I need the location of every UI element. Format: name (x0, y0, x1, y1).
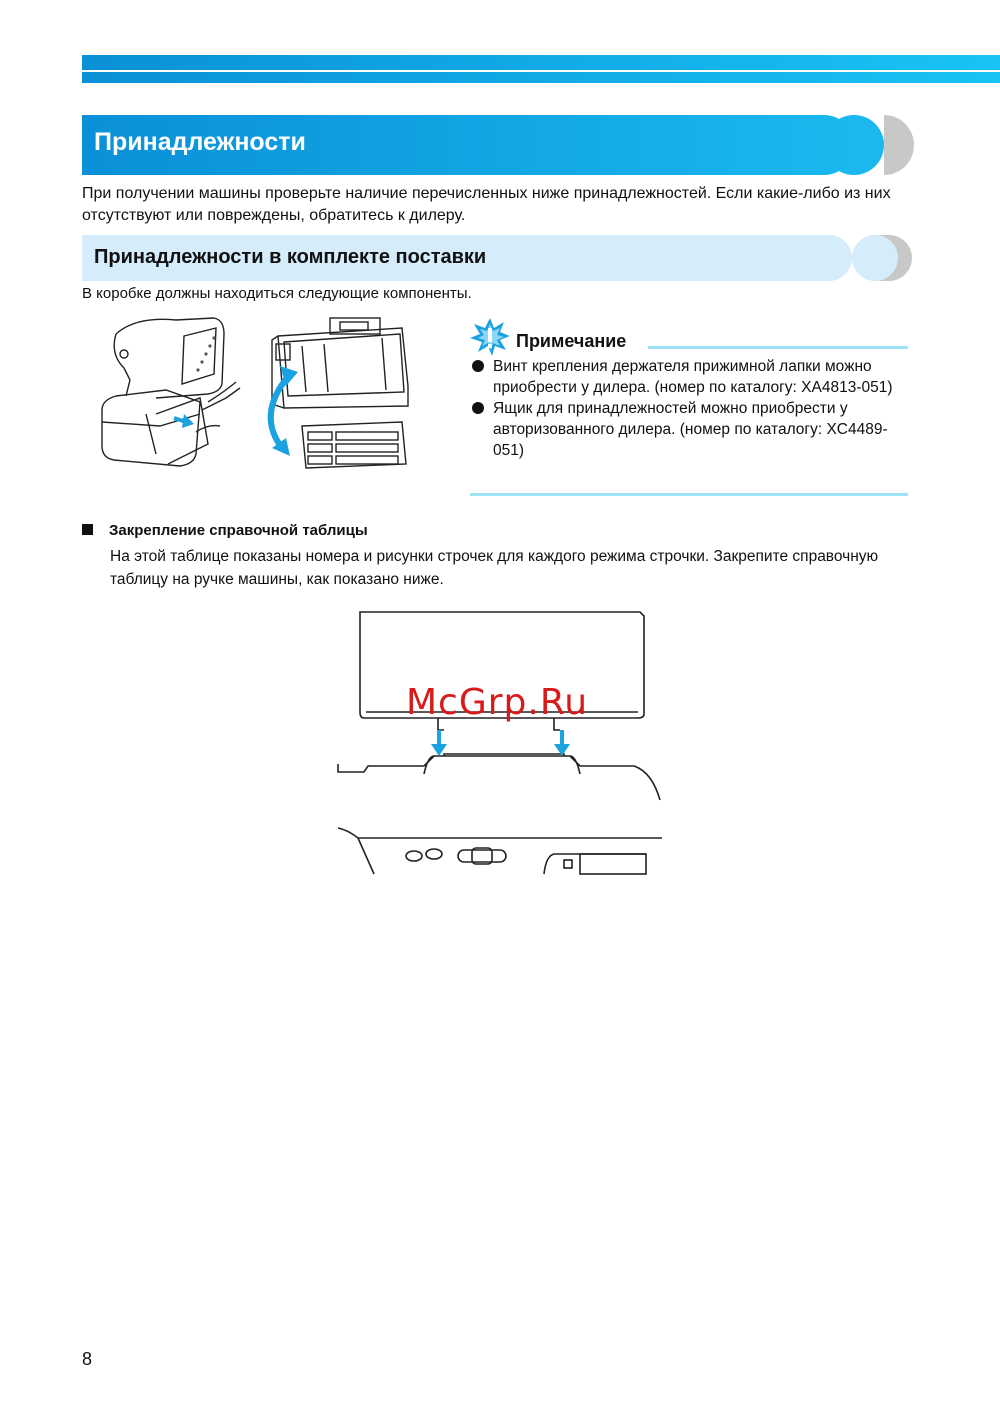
section-header-bar (82, 115, 854, 175)
machine-accessory-box-illustration (96, 314, 246, 470)
subsection-header-cap (852, 235, 898, 281)
subsection-title: Принадлежности в комплекте поставки (94, 246, 487, 268)
note-item-text: Ящик для принадлежностей можно приобрести у авторизованного дилера. (номер по каталогу: XC4489-051) (493, 400, 888, 459)
note-item (470, 398, 910, 461)
watermark: McGrp.Ru (406, 682, 589, 723)
note-item-text: Винт крепления держателя прижимной лапки можно приобрести у дилера. (номер по каталогу: XA4813-051) (493, 358, 893, 396)
box-contents-text: В коробке должны находиться следующие компоненты. (82, 285, 472, 302)
subheading (82, 522, 368, 539)
note-item (470, 356, 910, 398)
note-items (470, 356, 910, 461)
note-header-rule (648, 346, 908, 349)
note-title: Примечание (516, 331, 627, 351)
page-number: 8 (82, 1349, 93, 1369)
subheading-body: На этой таблице показаны номера и рисунки строчек для каждого режима строчки. Закрепите справочную таблицу на ручке машины, как показано ниже. (110, 548, 879, 588)
subheading-text: Закрепление справочной таблицы (109, 522, 368, 539)
subsection-header-bar (82, 235, 852, 281)
section-header (82, 115, 914, 175)
subsection-header (82, 235, 912, 281)
section-title: Принадлежности (94, 128, 306, 156)
square-bullet-icon (82, 524, 93, 535)
reference-chart-attachment-illustration (334, 606, 664, 876)
accessory-case-illustration (262, 314, 420, 470)
bullet-icon (472, 402, 484, 414)
top-header-band (82, 55, 1000, 83)
bullet-icon (472, 360, 484, 372)
note-bottom-rule (470, 493, 908, 496)
section-header-gray-tab (884, 115, 914, 175)
note-burst-icon (470, 318, 510, 356)
intro-paragraph: При получении машины проверьте наличие перечисленных ниже принадлежностей. Если какие-либо из них отсутствуют или повреждены, обратитесь к дилеру. (82, 185, 891, 224)
header-band-stripe (82, 70, 1000, 72)
note-header (470, 318, 910, 350)
